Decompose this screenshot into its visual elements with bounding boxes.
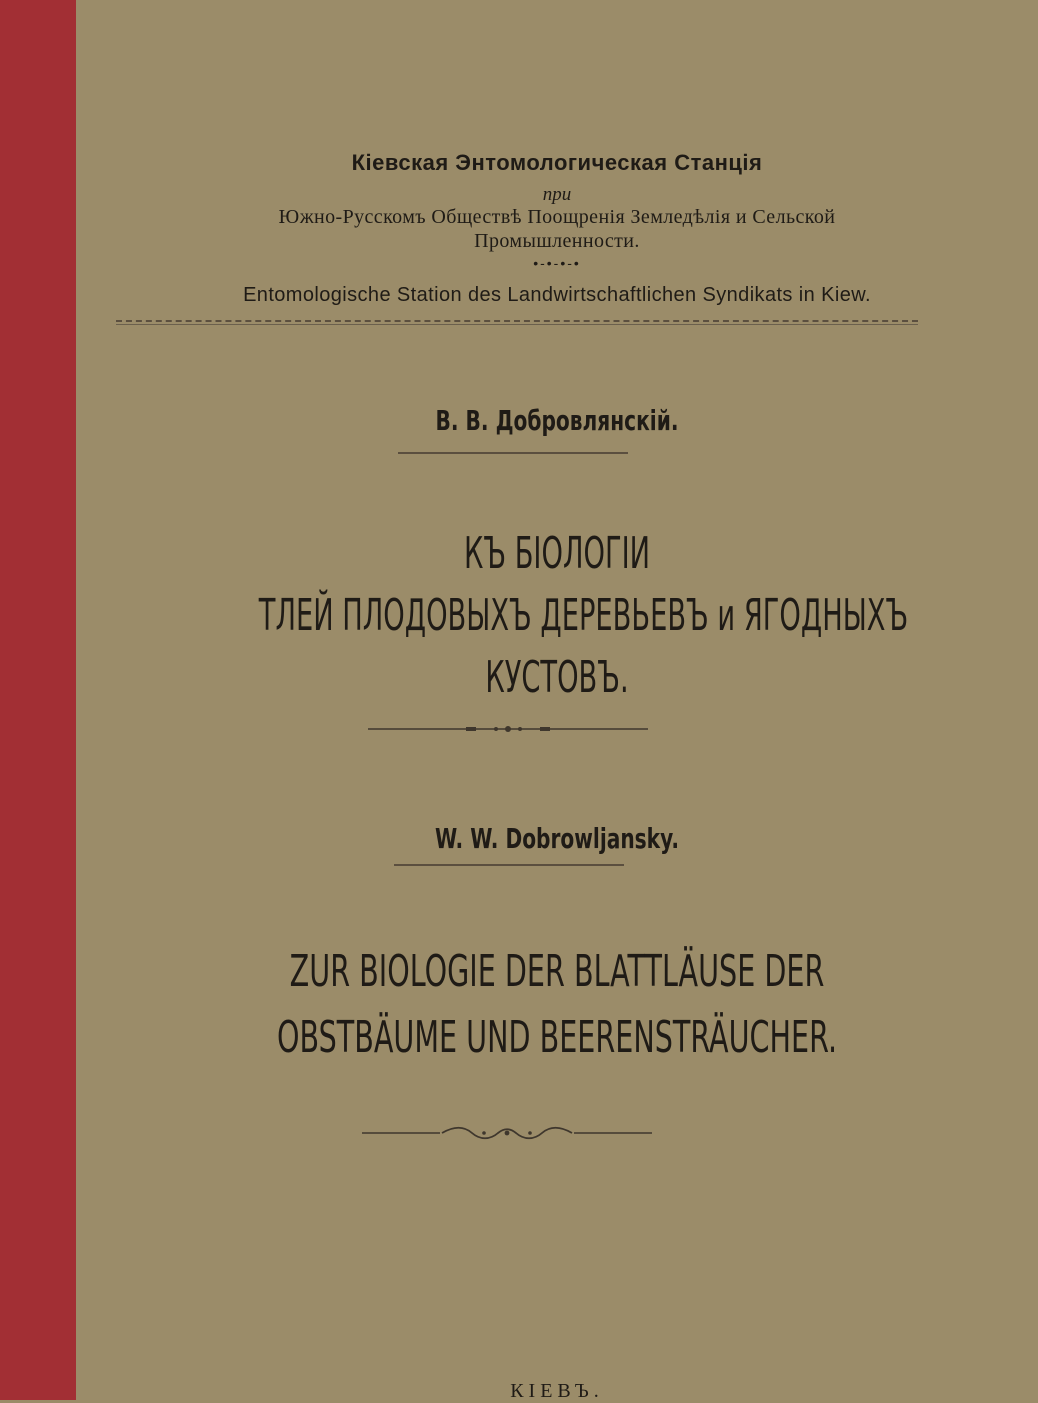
top-dashed-rule (116, 320, 918, 322)
society-line-1: Южно-Русскомъ Обществѣ Поощренія Земледѣлія и Сельской (278, 206, 836, 228)
ornament-divider-1 (368, 724, 648, 734)
title-de-line-2: OBSTBÄUME UND BEERENSTRÄUCHER. (276, 1012, 838, 1063)
author-de-underline (394, 864, 624, 866)
author-ru-underline (398, 452, 628, 454)
title-de-line-1: ZUR BIOLOGIE DER BLATTLÄUSE DER (289, 946, 825, 997)
city-label: КІЕВЪ. (510, 1380, 604, 1402)
pri-label: при (542, 184, 572, 205)
author-de: W. W. Dobrowljansky. (434, 822, 680, 855)
author-ru: В. В. Добровлянскій. (435, 404, 679, 437)
ornament-divider-2 (362, 1124, 652, 1142)
title-ru-line-3: КУСТОВЪ. (485, 652, 629, 703)
small-ornament: •-•-•-• (533, 255, 581, 271)
station-title-ru: Кіевская Энтомологическая Станція (351, 150, 763, 175)
top-solid-rule (116, 324, 918, 325)
society-line-2: Промышленности. (474, 230, 640, 252)
title-ru-line-1: КЪ БІОЛОГІИ (463, 528, 651, 579)
book-cover (76, 0, 1038, 1400)
red-spine (0, 0, 76, 1400)
title-ru-line-2: ТЛЕЙ ПЛОДОВЫХЪ ДЕРЕВЬЕВЪ и ЯГОДНЫХЪ (258, 590, 909, 641)
station-title-de: Entomologische Station des Landwirtschaftlichen Syndikats in Kiew. (243, 284, 871, 306)
